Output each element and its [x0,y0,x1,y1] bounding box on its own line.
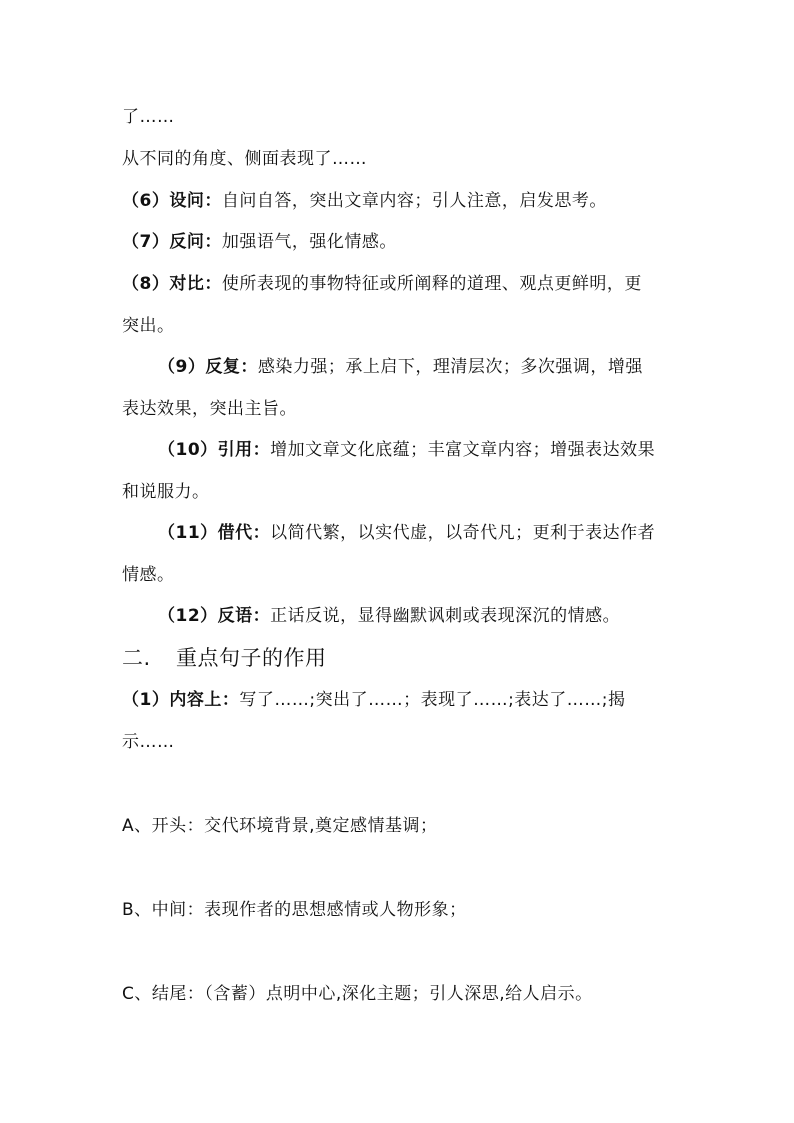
paragraph-continuation: 了…… [122,107,175,127]
item-label: （11）借代： [158,523,271,543]
item-label: （9）反复： [158,357,258,377]
list-item-ending: C、结尾：（含蓄）点明中心,深化主题；引人深思,给人启示。 [122,984,593,1004]
section-title: 重点句子的作用 [176,646,327,670]
item-rhetorical-question [122,231,397,253]
item-text: 以简代繁，以实代虚，以奇代凡；更利于表达作者 [270,523,656,543]
item-text: 使所表现的事物特征或所阐释的道理、观点更鲜明，更 [221,274,642,294]
item-label: （1）内容上： [122,690,240,710]
section-number: 二. [122,646,151,670]
item-text: 正话反说，显得幽默讽刺或表现深沉的情感。 [270,606,621,626]
content-item-cont: 示…… [122,732,175,752]
item-text: 增加文章文化底蕴；丰富文章内容；增强表达效果 [270,440,656,460]
item-label: （6）设问： [122,191,222,211]
item-rhetorical-question-self-answer [122,190,607,212]
item-repetition [158,356,643,378]
section-heading [122,645,327,671]
item-quotation-cont: 和说服力。 [122,482,210,502]
item-label: （12）反语： [158,606,271,626]
item-text: 自问自答，突出文章内容；引人注意，启发思考。 [221,191,607,211]
item-quotation [158,439,655,461]
item-text: 感染力强；承上启下，理清层次；多次强调，增强 [257,357,643,377]
item-label: （8）对比： [122,274,222,294]
list-item-middle: B、中间：表现作者的思想感情或人物形象； [122,900,467,920]
item-text: 加强语气，强化情感。 [221,232,397,252]
item-label: （7）反问： [122,232,222,252]
item-label: （10）引用： [158,440,271,460]
item-metonymy [158,522,655,544]
paragraph-perspective: 从不同的角度、侧面表现了…… [122,149,367,169]
item-text: 写了……;突出了……；表现了……;表达了……;揭 [239,690,626,710]
content-item [122,689,626,711]
item-contrast [122,273,642,295]
item-repetition-cont: 表达效果，突出主旨。 [122,399,297,419]
item-metonymy-cont: 情感。 [122,565,175,585]
list-item-opening: A、开头：交代环境背景,奠定感情基调； [122,816,438,836]
item-irony [158,605,620,627]
item-contrast-cont: 突出。 [122,316,175,336]
